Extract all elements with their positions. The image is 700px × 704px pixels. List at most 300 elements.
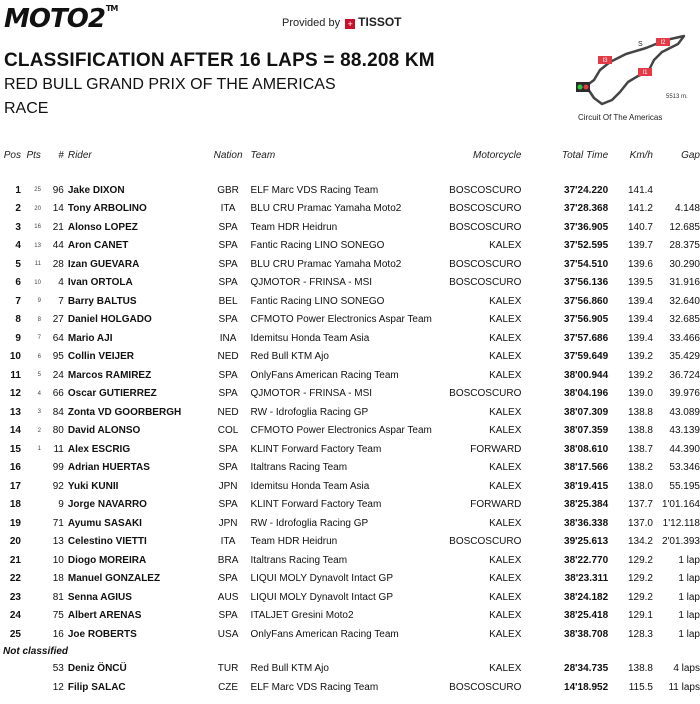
cell-team: LIQUI MOLY Dynavolt Intact GP: [250, 573, 393, 585]
circuit-marker-i2: I2: [660, 40, 666, 46]
cell-kmh: 139.5: [627, 277, 653, 289]
cell-time: 37'24.220: [564, 184, 609, 196]
circuit-marker-s: S: [638, 41, 643, 48]
cell-gap: 1 lap: [678, 628, 700, 640]
cell-num: 53: [52, 663, 64, 675]
cell-rider: Yuki KUNII: [67, 480, 119, 492]
cell-kmh: 141.4: [627, 184, 653, 196]
col-pos: Pos: [3, 150, 21, 161]
cell-gap: 33.466: [669, 332, 700, 344]
cell-num: 28: [52, 258, 64, 270]
cell-moto: BOSCOSCURO: [449, 258, 522, 270]
cell-pts: 10: [34, 279, 41, 286]
cell-gap: 55.195: [669, 480, 700, 492]
cell-team: Red Bull KTM Ajo: [250, 663, 329, 675]
cell-pts: [21, 496, 43, 515]
cell-gap: 28.375: [669, 240, 700, 252]
cell-num: 12: [52, 681, 64, 693]
cell-nation: SPA: [218, 610, 238, 622]
cell-kmh: 129.2: [627, 573, 653, 585]
cell-kmh: 139.4: [627, 332, 653, 344]
col-rider: Rider: [67, 150, 92, 161]
cell-nation: SPA: [218, 314, 238, 326]
cell-pos: 18: [9, 499, 21, 511]
cell-pos: 15: [9, 443, 21, 455]
cell-rider: Marcos RAMIREZ: [67, 369, 152, 381]
cell-nation: GBR: [217, 184, 239, 196]
cell-pts: 8: [37, 316, 41, 323]
cell-pos: 8: [15, 314, 21, 326]
cell-team: QJMOTOR - FRINSA - MSI: [250, 388, 373, 400]
cell-gap: 31.916: [669, 277, 700, 289]
cell-kmh: 139.7: [627, 240, 653, 252]
cell-time: 38'04.196: [564, 388, 609, 400]
cell-kmh: 138.8: [627, 406, 653, 418]
cell-moto: BOSCOSCURO: [449, 221, 522, 233]
cell-time: 37'56.136: [564, 277, 609, 289]
cell-num: 92: [52, 480, 64, 492]
cell-rider: Joe ROBERTS: [67, 628, 137, 640]
table-row: [3, 274, 700, 293]
cell-num: 64: [52, 332, 64, 344]
cell-nation: ITA: [220, 203, 236, 215]
cell-time: 14'18.952: [564, 681, 609, 693]
cell-moto: BOSCOSCURO: [449, 203, 522, 215]
cell-nation: JPN: [218, 517, 238, 529]
cell-kmh: 138.7: [627, 443, 653, 455]
cell-kmh: 138.2: [627, 462, 653, 474]
cell-rider: Aron CANET: [67, 240, 129, 252]
cell-team: ELF Marc VDS Racing Team: [250, 184, 379, 196]
cell-num: 95: [52, 351, 64, 363]
cell-kmh: 129.2: [627, 554, 653, 566]
cell-moto: KALEX: [489, 332, 522, 344]
cell-time: 37'28.368: [564, 203, 609, 215]
cell-pts: 25: [34, 187, 41, 194]
cell-time: 38'25.418: [564, 610, 609, 622]
cell-num: 7: [58, 295, 64, 307]
table-row: [3, 514, 700, 533]
cell-num: 80: [52, 425, 64, 437]
cell-kmh: 138.8: [627, 425, 653, 437]
circuit-marker-i1: I1: [642, 70, 648, 76]
cell-time: 37'36.905: [564, 221, 609, 233]
cell-kmh: 134.2: [627, 536, 653, 548]
tissot-cross-icon: +: [345, 19, 355, 29]
cell-moto: FORWARD: [470, 499, 522, 511]
table-row: [3, 607, 700, 626]
cell-num: 81: [52, 591, 64, 603]
cell-team: Italtrans Racing Team: [250, 462, 348, 474]
cell-kmh: 139.2: [627, 351, 653, 363]
cell-nation: NED: [217, 351, 239, 363]
cell-pos: 4: [15, 240, 21, 252]
cell-moto: KALEX: [489, 462, 522, 474]
cell-num: 71: [52, 517, 64, 529]
cell-nation: CZE: [218, 681, 239, 693]
cell-num: 13: [52, 536, 64, 548]
cell-time: 38'38.708: [564, 628, 609, 640]
cell-rider: Celestino VIETTI: [67, 536, 147, 548]
cell-moto: KALEX: [489, 480, 522, 492]
provided-by: [282, 15, 402, 29]
table-header: [3, 150, 700, 166]
cell-num: 14: [52, 203, 64, 215]
cell-pos: 7: [15, 295, 21, 307]
cell-time: 38'08.610: [564, 443, 609, 455]
cell-num: 66: [52, 388, 64, 400]
cell-team: BLU CRU Pramac Yamaha Moto2: [250, 203, 402, 215]
cell-team: Fantic Racing LINO SONEGO: [250, 295, 385, 307]
cell-time: 28'34.735: [564, 663, 609, 675]
cell-pos: 17: [9, 480, 21, 492]
cell-pts: [21, 533, 43, 552]
cell-team: ITALJET Gresini Moto2: [250, 610, 354, 622]
cell-time: 38'07.309: [564, 406, 609, 418]
col-num: #: [58, 150, 64, 161]
cell-time: 38'25.384: [564, 499, 609, 511]
cell-moto: KALEX: [489, 314, 522, 326]
cell-nation: COL: [217, 425, 239, 437]
cell-pts: 11: [34, 261, 41, 268]
cell-pts: 13: [34, 242, 41, 249]
cell-pts: [21, 551, 43, 570]
table-row: [3, 181, 700, 200]
cell-team: Team HDR Heidrun: [250, 536, 338, 548]
cell-moto: KALEX: [489, 573, 522, 585]
table-row: [3, 678, 700, 697]
table-row: [3, 660, 700, 679]
cell-pts: 20: [34, 205, 41, 212]
cell-gap: 44.390: [669, 443, 700, 455]
cell-kmh: 137.0: [627, 517, 653, 529]
cell-rider: Zonta VD GOORBERGH: [67, 406, 182, 418]
cell-nation: AUS: [217, 591, 239, 603]
cell-pts: [21, 660, 43, 679]
cell-rider: Ayumu SASAKI: [67, 517, 142, 529]
cell-team: OnlyFans American Racing Team: [250, 369, 399, 381]
cell-kmh: 140.7: [627, 221, 653, 233]
not-classified-row: [3, 644, 700, 660]
cell-pts: 4: [37, 390, 41, 397]
cell-rider: Alex ESCRIG: [67, 443, 131, 455]
cell-pos: 21: [9, 554, 21, 566]
cell-moto: KALEX: [489, 663, 522, 675]
cell-pts: 6: [37, 353, 41, 360]
cell-moto: KALEX: [489, 351, 522, 363]
cell-nation: SPA: [218, 462, 238, 474]
cell-gap: 35.429: [669, 351, 700, 363]
cell-kmh: 129.1: [627, 610, 653, 622]
cell-pts: 2: [37, 427, 41, 434]
not-classified-label: Not classified: [3, 646, 69, 657]
cell-time: 37'56.860: [564, 295, 609, 307]
cell-pts: [21, 570, 43, 589]
col-total-time: Total Time: [561, 150, 609, 161]
cell-pos: 2: [15, 203, 21, 215]
cell-kmh: 138.0: [627, 480, 653, 492]
cell-moto: KALEX: [489, 369, 522, 381]
table-row: [3, 477, 700, 496]
cell-time: 39'25.613: [564, 536, 609, 548]
cell-rider: Izan GUEVARA: [67, 258, 140, 270]
cell-moto: KALEX: [489, 240, 522, 252]
cell-pos: 1: [15, 184, 21, 196]
cell-num: 84: [52, 406, 64, 418]
circuit-marker-i3: I3: [602, 58, 608, 64]
cell-moto: KALEX: [489, 554, 522, 566]
cell-nation: SPA: [218, 499, 238, 511]
cell-moto: KALEX: [489, 591, 522, 603]
cell-pos: [3, 660, 21, 679]
cell-team: Idemitsu Honda Team Asia: [250, 480, 370, 492]
table-row: [3, 459, 700, 478]
cell-pos: 22: [9, 573, 21, 585]
cell-gap: 4 laps: [673, 663, 700, 675]
cell-moto: BOSCOSCURO: [449, 536, 522, 548]
table-row: [3, 533, 700, 552]
cell-num: 10: [52, 554, 64, 566]
cell-kmh: 115.5: [628, 681, 653, 693]
cell-kmh: 128.3: [627, 628, 653, 640]
cell-nation: SPA: [218, 240, 238, 252]
cell-num: 11: [53, 443, 64, 455]
cell-gap: 32.685: [669, 314, 700, 326]
classification-title: CLASSIFICATION AFTER 16 LAPS = 88.208 KM: [4, 50, 435, 71]
cell-rider: Alonso LOPEZ: [67, 221, 138, 233]
cell-pos: 9: [15, 332, 21, 344]
cell-pts: [21, 588, 43, 607]
col-team: Team: [250, 150, 276, 161]
table-row: [3, 311, 700, 330]
table-row: [3, 551, 700, 570]
cell-nation: SPA: [218, 258, 238, 270]
cell-pts: [21, 514, 43, 533]
table-row: [3, 496, 700, 515]
cell-pts: [21, 477, 43, 496]
cell-pts: [21, 607, 43, 626]
cell-pos: 6: [15, 277, 21, 289]
cell-pts: 7: [37, 335, 41, 342]
cell-pos: 5: [15, 258, 21, 270]
cell-nation: SPA: [218, 443, 238, 455]
cell-gap: 30.290: [669, 258, 700, 270]
cell-pos: 11: [10, 369, 21, 381]
cell-gap: 1'01.164: [661, 499, 700, 511]
cell-nation: JPN: [218, 480, 238, 492]
table-row: [3, 570, 700, 589]
cell-pts: [21, 678, 43, 697]
table-row: [3, 218, 700, 237]
cell-rider: Diogo MOREIRA: [67, 554, 147, 566]
cell-pos: [3, 678, 21, 697]
cell-time: 37'59.649: [564, 351, 609, 363]
table-row: [3, 348, 700, 367]
cell-num: 21: [52, 221, 64, 233]
cell-kmh: 137.7: [627, 499, 653, 511]
cell-gap: 1 lap: [678, 610, 700, 622]
cell-team: Idemitsu Honda Team Asia: [250, 332, 370, 344]
cell-gap: 12.685: [669, 221, 700, 233]
cell-gap: 1 lap: [678, 554, 700, 566]
event-name: RED BULL GRAND PRIX OF THE AMERICAS: [4, 76, 336, 93]
cell-time: 38'22.770: [564, 554, 609, 566]
cell-rider: Deniz ÖNCÜ: [67, 663, 127, 675]
cell-time: 38'23.311: [564, 573, 609, 585]
cell-pts: [21, 625, 43, 644]
col-gap: Gap: [681, 150, 700, 161]
cell-rider: Barry BALTUS: [67, 295, 137, 307]
cell-moto: BOSCOSCURO: [449, 681, 522, 693]
cell-kmh: 138.8: [627, 663, 653, 675]
provided-by-label: Provided by: [282, 17, 341, 29]
cell-team: CFMOTO Power Electronics Aspar Team: [250, 314, 432, 326]
cell-kmh: 139.2: [627, 369, 653, 381]
cell-rider: Tony ARBOLINO: [67, 203, 147, 215]
cell-moto: KALEX: [489, 517, 522, 529]
cell-rider: Jake DIXON: [67, 184, 125, 196]
cell-nation: SPA: [218, 573, 238, 585]
circuit-name: Circuit Of The Americas: [578, 113, 663, 122]
cell-num: 18: [52, 573, 64, 585]
cell-num: 24: [52, 369, 64, 381]
cell-team: Fantic Racing LINO SONEGO: [250, 240, 385, 252]
cell-num: 9: [58, 499, 64, 511]
cell-rider: David ALONSO: [67, 425, 141, 437]
cell-num: 44: [52, 240, 64, 252]
table-row: [3, 588, 700, 607]
cell-pos: 25: [9, 628, 21, 640]
cell-team: CFMOTO Power Electronics Aspar Team: [250, 425, 432, 437]
cell-kmh: 129.2: [627, 591, 653, 603]
cell-moto: BOSCOSCURO: [449, 388, 522, 400]
cell-pts: [21, 459, 43, 478]
cell-rider: Oscar GUTIERREZ: [67, 388, 157, 400]
cell-pos: 12: [9, 388, 21, 400]
table-row: [3, 292, 700, 311]
cell-moto: KALEX: [489, 628, 522, 640]
cell-moto: BOSCOSCURO: [449, 184, 522, 196]
cell-num: 4: [58, 277, 64, 289]
cell-team: Italtrans Racing Team: [250, 554, 348, 566]
cell-moto: KALEX: [489, 406, 522, 418]
cell-time: 38'19.415: [564, 480, 609, 492]
cell-team: OnlyFans American Racing Team: [250, 628, 399, 640]
cell-pos: 14: [9, 425, 21, 437]
cell-num: 96: [52, 184, 64, 196]
cell-num: 99: [52, 462, 64, 474]
cell-num: 27: [52, 314, 64, 326]
cell-team: RW - Idrofoglia Racing GP: [250, 517, 369, 529]
cell-rider: Adrian HUERTAS: [67, 462, 150, 474]
classification-table: [3, 150, 700, 697]
cell-pos: 23: [9, 591, 21, 603]
cell-team: ELF Marc VDS Racing Team: [250, 681, 379, 693]
cell-time: 38'36.338: [564, 517, 609, 529]
cell-kmh: 141.2: [627, 203, 653, 215]
circuit-length: 5513 m.: [666, 94, 688, 100]
cell-nation: TUR: [217, 663, 239, 675]
moto2-logo: MOTO2™: [4, 4, 118, 34]
table-row: [3, 200, 700, 219]
cell-gap: 2'01.393: [661, 536, 700, 548]
cell-rider: Collin VEIJER: [67, 351, 134, 363]
table-row: [3, 385, 700, 404]
table-row: [3, 366, 700, 385]
cell-nation: USA: [217, 628, 239, 640]
cell-rider: Ivan ORTOLA: [67, 277, 133, 289]
cell-nation: NED: [217, 406, 239, 418]
cell-moto: KALEX: [489, 295, 522, 307]
cell-time: 38'24.182: [564, 591, 609, 603]
cell-pts: 3: [37, 409, 41, 416]
cell-rider: Jorge NAVARRO: [67, 499, 147, 511]
table-row: [3, 625, 700, 644]
cell-nation: SPA: [218, 369, 238, 381]
table-row: [3, 255, 700, 274]
cell-pts: 1: [37, 446, 41, 453]
cell-moto: FORWARD: [470, 443, 522, 455]
cell-team: LIQUI MOLY Dynavolt Intact GP: [250, 591, 393, 603]
cell-gap: 43.089: [669, 406, 700, 418]
cell-gap: 1 lap: [678, 591, 700, 603]
cell-rider: Albert ARENAS: [67, 610, 142, 622]
cell-num: 16: [52, 628, 64, 640]
session-name: RACE: [4, 100, 49, 117]
cell-moto: BOSCOSCURO: [449, 277, 522, 289]
cell-team: BLU CRU Pramac Yamaha Moto2: [250, 258, 402, 270]
col-kmh: Km/h: [629, 150, 653, 161]
cell-moto: KALEX: [489, 425, 522, 437]
cell-num: 75: [52, 610, 64, 622]
cell-team: Team HDR Heidrun: [250, 221, 338, 233]
cell-pos: 3: [15, 221, 21, 233]
cell-gap: 39.976: [669, 388, 700, 400]
col-pts: Pts: [26, 150, 41, 161]
cell-time: 37'56.905: [564, 314, 609, 326]
cell-team: QJMOTOR - FRINSA - MSI: [250, 277, 373, 289]
cell-nation: INA: [219, 332, 237, 344]
cell-rider: Senna AGIUS: [67, 591, 132, 603]
cell-gap: 1'12.118: [662, 517, 700, 529]
cell-pos: 20: [9, 536, 21, 548]
cell-time: 37'54.510: [564, 258, 609, 270]
cell-team: KLINT Forward Factory Team: [250, 443, 382, 455]
cell-nation: SPA: [218, 221, 238, 233]
cell-nation: SPA: [218, 388, 238, 400]
cell-gap: 11 laps: [668, 681, 700, 693]
cell-pos: 19: [9, 517, 21, 529]
cell-pos: 24: [9, 610, 21, 622]
cell-time: 38'00.944: [564, 369, 609, 381]
cell-team: RW - Idrofoglia Racing GP: [250, 406, 369, 418]
cell-kmh: 139.4: [627, 295, 653, 307]
cell-time: 38'17.566: [564, 462, 609, 474]
col-nation: Nation: [213, 150, 243, 161]
cell-gap: 43.139: [669, 425, 700, 437]
sponsor-name: TISSOT: [358, 15, 402, 29]
col-motorcycle: Motorcycle: [473, 150, 522, 161]
cell-gap: 36.724: [669, 369, 700, 381]
cell-kmh: 139.4: [627, 314, 653, 326]
cell-pos: 10: [9, 351, 21, 363]
cell-team: Red Bull KTM Ajo: [250, 351, 329, 363]
cell-kmh: 139.6: [627, 258, 653, 270]
cell-nation: SPA: [218, 277, 238, 289]
cell-pts: 5: [37, 372, 41, 379]
table-row: [3, 422, 700, 441]
cell-rider: Manuel GONZALEZ: [67, 573, 161, 585]
